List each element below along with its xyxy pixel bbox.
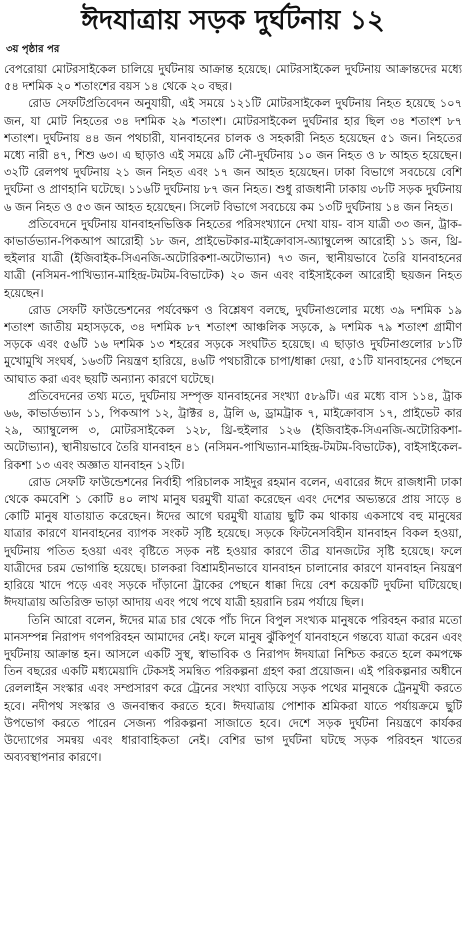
- article-paragraph: প্রতিবেদনের তথ্য মতে, দুর্ঘটনায় সম্পৃক্ত যানবাহনের সংখ্যা ৫৮৯টি। এর মধ্যে বাস ১১৪, ট্রাক ৬৬, কাভার্ডভ্যান ১১, পিকআপ ১২, ট্রাক্টর ৪, ট্রলি ৬, ড্রামট্রাক ৭, মাইক্রোবাস ১৭, প্রাইভেট কার ২৯, অ্যাম্বুলেন্স ৩, মোটরসাইকেল ১২৮, থ্রি-হুইলার ১২৬ (ইজিবাইক-সিএনজি-অটোরিকশা-অটোভ্যান), স্থানীয়ভাবে তৈরি যানবাহন ৪১ (নসিমন-পাখিভ্যান-মাহিন্দ্র-টমটম-বিভাটেক), বাইসাইকেল-রিকশা ১৩ এবং অজ্ঞাত যানবাহন ১২টি।: [4, 388, 462, 472]
- article-headline: ঈদযাত্রায় সড়ক দুর্ঘটনায় ১২: [81, 5, 385, 36]
- news-article: [4, 2, 462, 946]
- article-paragraph: রোড সেফটিপ্রতিবেদন অনুযায়ী, এই সময়ে ১২১টি মোটরসাইকেল দুর্ঘটনায় নিহত হয়েছে ১০৭ জন, যা মোট নিহতের ৩৪ দশমিক ২৯ শতাংশ। মোটরসাইকেল দুর্ঘটনার হার ছিল ৩৪ শতাংশ ৮৭ শতাংশ। দুর্ঘটনায় ৪৪ জন পথচারী, যানবাহনের চালক ও সহকারী নিহত হয়েছেন ৫১ জন। নিহতের মধ্যে নারী ৪৭, শিশু ৬৩। এ ছাড়াও এই সময়ে ৯টি নৌ-দুর্ঘটনায় ১০ জন নিহত ও ৮ আহত হয়েছেন। ৩২টি রেলপথ দুর্ঘটনায় ২১ জন নিহত এবং ১৭ জন আহত হয়েছেন। ঢাকা বিভাগে সবচেয়ে বেশি দুর্ঘটনা ও প্রাণহানি ঘটেছে। ১১৬টি দুর্ঘটনায় ৮৭ জন নিহত। শুধু রাজধানী ঢাকায় ৩৮টি সড়ক দুর্ঘটনায় ৬ জন নিহত ও ৫৩ জন আহত হয়েছেন। সিলেট বিভাগে সবচেয়ে কম ১৩টি দুর্ঘটনায় ১৪ জন নিহত।: [4, 96, 462, 214]
- article-paragraph: তিনি আরো বলেন, ঈদের মাত্র চার থেকে পাঁচ দিনে বিপুল সংখ্যক মানুষকে পরিবহন করার মতো মানসম্পন্ন নিরাপদ গণপরিবহন আমাদের নেই। ফলে মানুষ ঝুঁকিপূর্ণ যানবাহনে গন্তব্যে যাত্রা করেন এবং দুর্ঘটনায় আক্রান্ত হন। আসলে একটি সুস্থ, স্বাভাবিক ও নিরাপদ ঈদযাত্রা নিশ্চিত করতে হলে কমপক্ষে তিন বছরের একটি মধ্যমেয়াদি টেকসই সমন্বিত পরিকল্পনা গ্রহণ করা প্রয়োজন। এই পরিকল্পনার অধীনে রেললাইন সংস্কার এবং সম্প্রসারণ করে ট্রেনের সংখ্যা বাড়িয়ে সড়ক পথের মানুষকে ট্রেনমুখী করতে হবে। নদীপথ সংস্কার ও জনবান্ধব করতে হবে। ঈদযাত্রায় পোশাক শ্রমিকরা যাতে পর্যায়ক্রমে ছুটি উপভোগ করতে পারেন সেজন্য পরিকল্পনা সাজাতে হবে। দেশে সড়ক দুর্ঘটনা নিয়ন্ত্রণে কার্যকর উদ্যোগের সমন্বয় এবং ধারাবাহিকতা নেই। বেশির ভাগ দুর্ঘটনা ঘটছে সড়ক পরিবহন খাতের অব্যবস্থাপনার কারণে।: [4, 612, 462, 765]
- article-paragraph: রোড সেফটি ফাউন্ডেশনের নির্বাহী পরিচালক সাইদুর রহমান বলেন, এবারের ঈদে রাজধানী ঢাকা থেকে কমবেশি ১ কোটি ৪০ লাখ মানুষ ঘরমুখী যাত্রা করেছেন এবং দেশের অভ্যন্তরে প্রায় সাড়ে ৪ কোটি মানুষ যাতায়াত করেছেন। ঈদের আগে ঘরমুখী যাত্রায় ছুটি কম থাকায় একসাথে বহু মানুষের যাত্রার কারণে যানবাহনের ব্যাপক সংকট সৃষ্টি হয়েছে। সড়কে ফিটনেসবিহীন যানবাহন বিকল হওয়া, দুর্ঘটনায় পতিত হওয়া এবং বৃষ্টিতে সড়ক নষ্ট হওয়ার কারণে তীব্র যানজটের সৃষ্টি হয়েছে। ফলে যাত্রীদের চরম ভোগান্তি হয়েছে। চালকরা বিশ্রামহীনভাবে যানবাহন চালানোর কারণে যানবাহন নিয়ন্ত্রণ হারিয়ে খাদে পড়ে এবং সড়কে দাঁড়ানো ট্রাকের পেছনে ধাক্কা দিয়ে বেশ কয়েকটি দুর্ঘটনা ঘটিয়েছে। ঈদযাত্রায় অতিরিক্ত ভাড়া আদায় এবং পথে পথে যাত্রী হয়রানি চরম পর্যায়ে ছিল।: [4, 474, 462, 610]
- article-paragraph: বেপরোয়া মোটরসাইকেল চালিয়ে দুর্ঘটনায় আক্রান্ত হয়েছে। মোটরসাইকেল দুর্ঘটনায় আক্রান্তদের মধ্যে ৫৪ দশমিক ২০ শতাংশের বয়স ১৪ থেকে ২০ বছর।: [4, 62, 462, 94]
- continued-from-page-label: ৩য় পৃষ্ঠার পর: [6, 44, 60, 55]
- article-paragraph: রোড সেফটি ফাউন্ডেশনের পর্যবেক্ষণ ও বিশ্লেষণ বলছে, দুর্ঘটনাগুলোর মধ্যে ৩৯ দশমিক ১৯ শতাংশ জাতীয় মহাসড়কে, ৩৪ দশমিক ৮৭ শতাংশ আঞ্চলিক সড়কে, ৯ দশমিক ৭৯ শতাংশ গ্রামীণ সড়কে এবং ৫৬টি ১৬ দশমিক ১৩ শহরের সড়কে সংঘটিত হয়েছে। এ ছাড়াও দুর্ঘটনাগুলোর ৮১টি মুখোমুখি সংঘর্ষ, ১৬৩টি নিয়ন্ত্রণ হারিয়ে, ৪৬টি পথচারীকে চাপা/ধাক্কা দেয়া, ৫১টি যানবাহনের পেছনে আঘাত করা এবং ছয়টি অন্যান্য কারণে ঘটেছে।: [4, 302, 462, 386]
- article-paragraph: প্রতিবেদনে দুর্ঘটনায় যানবাহনভিত্তিক নিহতের পরিসংখ্যানে দেখা যায়- বাস যাত্রী ৩৩ জন, ট্রাক-কাভার্ডভ্যান-পিকআপ আরোহী ১৮ জন, প্রাইভেটকার-মাইক্রোবাস-অ্যাম্বুলেন্স আরোহী ১১ জন, থ্রি-হুইলার যাত্রী (ইজিবাইক-সিএনজি-অটোরিকশা-অটোভ্যান) ৭৩ জন, স্থানীয়ভাবে তৈরি যানবাহনের যাত্রী (নসিমন-পাখিভ্যান-মাহিন্দ্র-টমটম-বিভাটেক) ২০ জন এবং বাইসাইকেল আরোহী ছয়জন নিহত হয়েছেন।: [4, 216, 462, 300]
